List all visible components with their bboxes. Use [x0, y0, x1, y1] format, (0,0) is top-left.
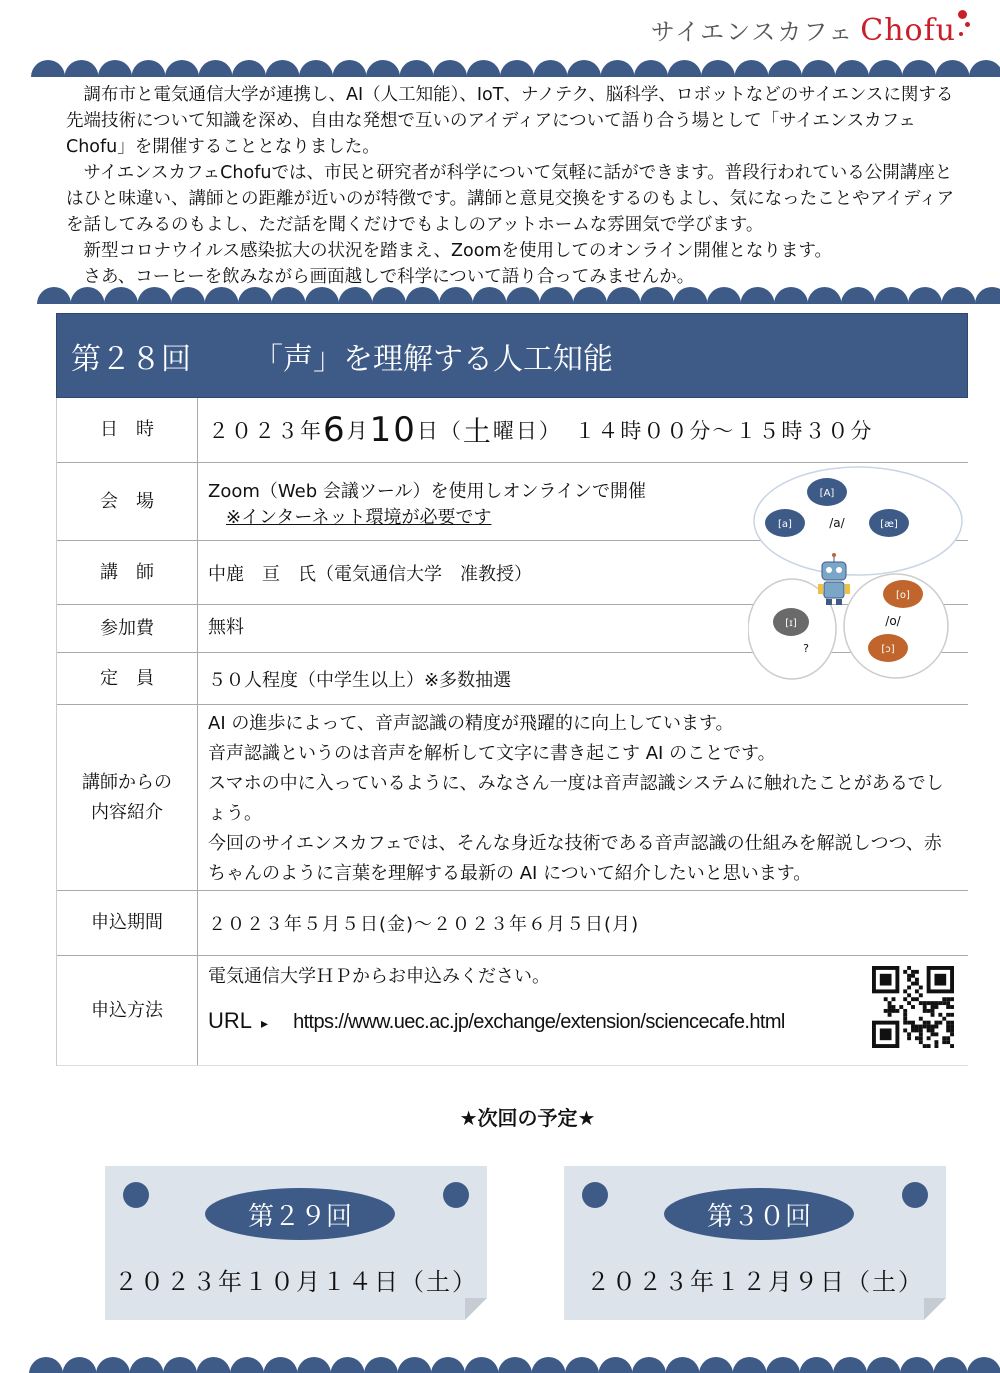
intro-paragraph: 新型コロナウイルス感染拡大の状況を踏まえ、Zoomを使用してのオンライン開催となります。: [83, 241, 833, 261]
date-value: [198, 398, 968, 462]
scallop-dot: [942, 287, 976, 304]
schedule-number: 第３０回: [664, 1188, 854, 1240]
scallop-dot: [406, 287, 440, 304]
scallop-dot: [699, 1357, 733, 1373]
scallop-dot: [532, 1357, 566, 1373]
symbol-slash-a: /a/: [829, 516, 845, 530]
capacity-label: 定 員: [57, 653, 198, 704]
date-month: 6: [323, 410, 347, 450]
scallop-dot: [768, 60, 802, 77]
next-schedule-heading: ★次回の予定★: [459, 1106, 596, 1130]
scallop-dot: [567, 60, 601, 77]
scallop-dot: [498, 1357, 532, 1373]
scallop-dot: [297, 1357, 331, 1373]
logo-jp: サイエンスカフェ: [650, 18, 855, 46]
scallop-dot: [833, 1357, 867, 1373]
schedule-number: 第２９回: [205, 1188, 395, 1240]
date-time: 曜日） １４時００分～１５時３０分: [492, 419, 874, 443]
scallop-dot: [674, 287, 708, 304]
scallop-dot: [364, 1357, 398, 1373]
scallop-dot: [565, 1357, 599, 1373]
scallop-bottom: [0, 1350, 1000, 1373]
venue-line-1: Zoom（Web 会議ツール）を使用しオンラインで開催: [208, 481, 646, 502]
page-curl: [924, 1298, 946, 1320]
page-curl: [465, 1298, 487, 1320]
scallop-dot: [733, 1357, 767, 1373]
scallop-dot: [800, 1357, 834, 1373]
scallop-top: [0, 53, 1000, 77]
content-line: 音声認識というのは音声を解析して文字に書き起こす AI のことです。: [208, 743, 776, 764]
speech-illustration: [748, 466, 968, 682]
scallop-dot: [908, 287, 942, 304]
scallop-dot: [96, 1357, 130, 1373]
symbol-question: ?: [803, 642, 809, 655]
venue-label: 会 場: [57, 463, 198, 540]
content-label-line-2: 内容紹介: [91, 801, 163, 823]
scallop-dot: [735, 60, 769, 77]
pin-icon: [902, 1182, 928, 1208]
symbol-o: [o]: [896, 590, 910, 601]
scallop-dot: [431, 1357, 465, 1373]
url-label: URL: [208, 1008, 253, 1033]
scallop-dot: [465, 1357, 499, 1373]
scallop-dot: [197, 1357, 231, 1373]
scallop-dot: [205, 287, 239, 304]
scallop-dot: [867, 1357, 901, 1373]
scallop-dot: [31, 60, 65, 77]
scallop-dot: [400, 60, 434, 77]
capacity-value: ５０人程度（中学生以上）※多数抽選: [208, 669, 512, 691]
logo-en: Chofu: [860, 13, 956, 48]
symbol-unknown: [ɪ]: [785, 618, 797, 629]
scallop-dot: [668, 60, 702, 77]
scallop-dot: [808, 287, 842, 304]
symbol-a: [a]: [778, 519, 792, 530]
scallop-dot: [599, 1357, 633, 1373]
url-link[interactable]: https://www.uec.ac.jp/exchange/extension/sciencecafe.html: [293, 1011, 785, 1033]
event-title: 「声」を理解する人工知能: [253, 341, 613, 377]
content-line: 今回のサイエンスカフェでは、そんな身近な技術である音声認識の仕組みを解説しつつ、赤ちゃんのように言葉を理解する最新の AI について紹介したいと思います。: [208, 833, 942, 884]
scallop-dot: [130, 1357, 164, 1373]
scallop-dot: [199, 60, 233, 77]
period-value: ２０２３年５月５日(金)～２０２３年６月５日(月): [208, 914, 640, 935]
scallop-dot: [534, 60, 568, 77]
scallop-dot: [835, 60, 869, 77]
scallop-dot: [967, 1357, 1000, 1373]
scallop-dot: [841, 287, 875, 304]
scallop-dot: [37, 287, 71, 304]
fee-value: 無料: [208, 617, 244, 638]
scallop-dot: [232, 60, 266, 77]
scallop-dot: [104, 287, 138, 304]
scallop-dot: [902, 60, 936, 77]
scallop-dot: [640, 287, 674, 304]
scallop-dot: [372, 287, 406, 304]
scallop-dot: [802, 60, 836, 77]
schedule-date: ２０２３年１０月１４日（土）: [114, 1268, 478, 1296]
scallop-dot: [934, 1357, 968, 1373]
date-day-unit: 日（: [416, 419, 463, 443]
scallop-dot: [63, 1357, 97, 1373]
scallop-dot: [500, 60, 534, 77]
lecturer-label: 講 師: [57, 541, 198, 604]
scallop-dot: [766, 1357, 800, 1373]
scallop-dot: [741, 287, 775, 304]
scallop-dot: [439, 287, 473, 304]
apply-value: [198, 956, 968, 1065]
scallop-dot: [132, 60, 166, 77]
scallop-dot: [774, 287, 808, 304]
apply-label: 申込方法: [57, 956, 198, 1065]
pin-icon: [582, 1182, 608, 1208]
pin-icon: [123, 1182, 149, 1208]
scallop-dot: [969, 60, 1000, 77]
scallop-dot: [29, 1357, 63, 1373]
content-value: [198, 705, 968, 890]
intro-paragraph: さあ、コーヒーを飲みながら画面越しで科学について語り合ってみませんか。: [83, 267, 695, 287]
cafe-logo: [651, 10, 970, 50]
scallop-dot: [433, 60, 467, 77]
schedule-card: [105, 1166, 487, 1320]
period-label: 申込期間: [57, 891, 198, 955]
pin-icon: [443, 1182, 469, 1208]
scallop-dot: [467, 60, 501, 77]
scallop-dot: [573, 287, 607, 304]
symbol-A: [A]: [819, 488, 835, 499]
scallop-dot: [71, 287, 105, 304]
schedule-date: ２０２３年１２月９日（土）: [586, 1268, 924, 1296]
scallop-dot: [333, 60, 367, 77]
schedule-card: [564, 1166, 946, 1320]
scallop-dot: [165, 60, 199, 77]
scallop-dot: [936, 60, 970, 77]
scallop-dot: [272, 287, 306, 304]
qr-code[interactable]: [872, 966, 954, 1048]
scallop-dot: [65, 60, 99, 77]
scallop-dot: [506, 287, 540, 304]
symbol-slash-o: /o/: [885, 614, 901, 628]
scallop-dot: [138, 287, 172, 304]
scallop-dot: [634, 60, 668, 77]
event-number: 第２８回: [71, 341, 191, 377]
scallop-dot: [398, 1357, 432, 1373]
row-apply: [57, 956, 968, 1066]
row-content: [57, 705, 968, 891]
scallop-dot: [331, 1357, 365, 1373]
scallop-dot: [339, 287, 373, 304]
scallop-dot: [701, 60, 735, 77]
scallop-dot: [707, 287, 741, 304]
scallop-dot: [98, 60, 132, 77]
scallop-dot: [299, 60, 333, 77]
content-line: スマホの中に入っているように、みなさん一度は音声認識システムに触れたことがあるでしょう。: [208, 773, 944, 824]
date-month-unit: 月: [346, 419, 370, 443]
scallop-dot: [900, 1357, 934, 1373]
scallop-dot: [666, 1357, 700, 1373]
symbol-ae: [æ]: [880, 519, 898, 530]
scallop-middle: [0, 280, 1000, 304]
row-date: [57, 398, 968, 463]
scallop-dot: [366, 60, 400, 77]
row-period: [57, 891, 968, 956]
content-label: [57, 705, 198, 890]
scallop-dot: [163, 1357, 197, 1373]
scallop-dot: [875, 287, 909, 304]
url-arrow-icon: ▸: [261, 1015, 269, 1031]
scallop-dot: [266, 60, 300, 77]
scallop-dot: [171, 287, 205, 304]
intro-paragraph: サイエンスカフェChofuでは、市民と研究者が科学について気軽に話ができます。普段行われている公開講座とはひと味違い、講師との距離が近いのが特徴です。講師と意見交換をするのもよし、気になったことやアイディアを話してみるのもよし、ただ話を聞くだけでもよしのアットホームな雰囲気で学びます。: [66, 163, 955, 235]
scallop-dot: [264, 1357, 298, 1373]
scallop-dot: [230, 1357, 264, 1373]
date-day: 10: [369, 410, 417, 450]
scallop-dot: [238, 287, 272, 304]
event-info-table: [56, 313, 968, 1066]
intro-text: [66, 82, 966, 290]
fee-label: 参加費: [57, 605, 198, 652]
date-label: 日 時: [57, 398, 198, 462]
date-weekday: 土: [462, 415, 493, 448]
scallop-dot: [632, 1357, 666, 1373]
symbol-open-o: [ɔ]: [881, 644, 895, 655]
logo-dots-icon: [956, 10, 970, 40]
scallop-dot: [305, 287, 339, 304]
date-year: ２０２３年: [208, 419, 323, 443]
url-line: [208, 1008, 958, 1034]
event-title-bar: [56, 313, 968, 398]
apply-instruction: 電気通信大学ＨＰからお申込みください。: [208, 966, 550, 987]
scallop-dot: [607, 287, 641, 304]
scallop-dot: [601, 60, 635, 77]
scallop-dot: [473, 287, 507, 304]
scallop-dot: [975, 287, 1000, 304]
intro-paragraph: 調布市と電気通信大学が連携し、AI（人工知能）、IoT、ナノテク、脳科学、ロボットなどのサイエンスに関する先端技術について知識を深め、自由な発想で互いのアイディアについて語り合う場として「サイエンスカフェChofu」を開催することとなりました。: [66, 85, 954, 157]
venue-line-2: ※インターネット環境が必要です: [226, 507, 492, 528]
scallop-dot: [869, 60, 903, 77]
content-label-line-1: 講師からの: [82, 771, 172, 793]
content-line: AI の進歩によって、音声認識の精度が飛躍的に向上しています。: [208, 713, 734, 734]
lecturer-value: 中鹿 亘 氏（電気通信大学 准教授）: [208, 563, 532, 585]
scallop-dot: [540, 287, 574, 304]
